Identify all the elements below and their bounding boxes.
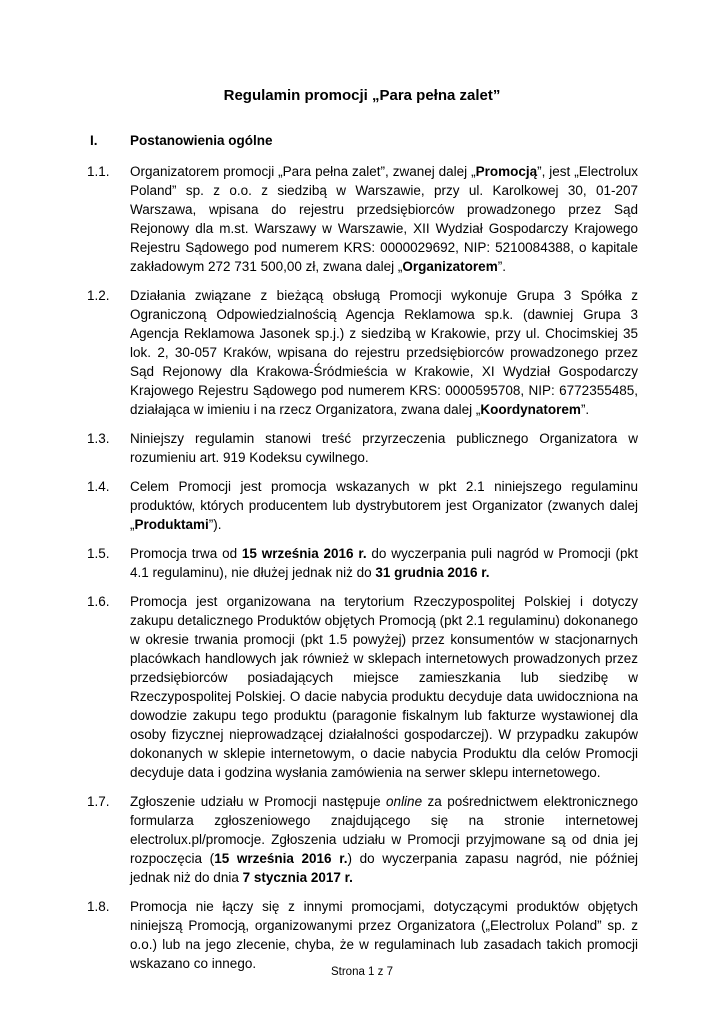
clause-bold-text: Koordynatorem: [480, 402, 581, 417]
clause-text: [130, 429, 638, 467]
clause-text: [130, 544, 638, 582]
clause-bold-text: 31 grudnia 2016 r.: [375, 565, 490, 580]
clause-text-run: ”).: [208, 517, 222, 532]
document-title: Regulamin promocji „Para pełna zalet”: [223, 87, 501, 104]
clause-text: [130, 897, 638, 973]
clause-item: [0, 544, 724, 582]
clause-bold-text: 15 września 2016 r.: [241, 546, 367, 561]
section-title: Postanowienia ogólne: [130, 133, 273, 148]
clause-text-run: za pośrednictwem elektronicznego formularza zgłoszeniowego znajdującego się na stronie internetowej electrolux.pl/promocje. Zgłoszenia udziału w Promocji przyjmowane są od dnia jej rozpoczęcia (: [130, 794, 638, 866]
clause-item: [0, 286, 724, 419]
clause-text-run: do wyczerpania puli nagród w Promocji (pkt 4.1 regulaminu), nie dłużej jednak niż do: [130, 546, 638, 580]
clause-bold-text: Produktami: [134, 517, 209, 532]
clause-number: 1.4.: [87, 479, 110, 494]
clause-list: [0, 162, 724, 983]
clause-item: [0, 592, 724, 782]
clause-item: [0, 897, 724, 973]
clause-number: 1.5.: [87, 546, 110, 561]
clause-text-run: ) do wyczerpania zapasu nagród, nie później jednak niż do dnia: [130, 851, 638, 885]
clause-text-run: Promocja jest organizowana na terytorium Rzeczypospolitej Polskiej i dotyczy zakupu detalicznego Produktów objętych Promocją (pkt 2.1 regulaminu) dokonanego w okresie trwania promocji (pkt 1.5 powyżej) przez konsumentów w stacjonarnych placówkach handlowych jak również w sklepach internetowych prowadzonych przez przedsiębiorców posiadających miejsce zamieszkania lub siedzibę w Rzeczypospolitej Polskiej. O dacie nabycia produktu decyduje data uwidoczniona na dowodzie zakupu tego produktu (paragonie fiskalnym lub fakturze wystawionej dla osoby fizycznej nieprowadzącej działalności gospodarczej). W przypadku zakupów dokonanych w sklepie internetowym, o dacie nabycia Produktu dla celów Promocji decyduje data i godzina wysłania zamówienia na serwer sklepu internetowego.: [130, 594, 638, 780]
clause-text: [130, 162, 638, 276]
clause-text-run: ”.: [580, 402, 590, 417]
clause-item: [0, 429, 724, 467]
clause-number: 1.1.: [87, 164, 110, 179]
clause-text-run: Organizatorem promocji „Para pełna zalet”, zwanej dalej „: [130, 164, 476, 179]
clause-text: [130, 592, 638, 782]
clause-bold-text: 7 stycznia 2017 r.: [242, 870, 353, 885]
clause-item: [0, 477, 724, 534]
clause-number: 1.6.: [87, 594, 110, 609]
section-heading: [0, 133, 724, 153]
clause-text-run: Niniejszy regulamin stanowi treść przyrzeczenia publicznego Organizatora w rozumieniu art. 919 Kodeksu cywilnego.: [130, 431, 638, 465]
clause-text-run: Promocja trwa od: [130, 546, 242, 561]
clause-number: 1.2.: [87, 288, 110, 303]
clause-text-run: ”, jest „Electrolux Poland” sp. z o.o. z siedzibą w Warszawie, przy ul. Karolkowej 30, 01-207 Warszawa, wpisana do rejestru przedsiębiorców prowadzonego przez Sąd Rejonowy dla m.st. Warszawy w Warszawie, XII Wydział Gospodarczy Krajowego Rejestru Sądowego pod numerem KRS: 0000029692, NIP: 5210084388, o kapitale zakładowym 272 731 500,00 zł, zwana dalej „: [130, 164, 638, 274]
clause-number: 1.7.: [87, 794, 110, 809]
clause-bold-text: Promocją: [475, 164, 538, 179]
clause-text: [130, 477, 638, 534]
clause-text-run: Promocja nie łączy się z innymi promocjami, dotyczącymi produktów objętych niniejszą Promocją, organizowanymi przez Organizatora („Electrolux Poland” sp. z o.o.) lub na jego zlecenie, chyba, że w regulaminach lub zasadach takich promocji wskazano co innego.: [130, 899, 638, 971]
clause-number: 1.8.: [87, 899, 110, 914]
clause-item: [0, 792, 724, 887]
clause-bold-text: Organizatorem: [402, 259, 498, 274]
clause-number: 1.3.: [87, 431, 110, 446]
clause-bold-text: 15 września 2016 r.: [214, 851, 348, 866]
page-footer: Strona 1 z 7: [330, 966, 393, 978]
clause-text: [130, 286, 638, 419]
clause-text: [130, 792, 638, 887]
section-number: I.: [90, 133, 98, 148]
clause-text-run: ”.: [497, 259, 506, 274]
clause-text-run: Celem Promocji jest promocja wskazanych w pkt 2.1 niniejszego regulaminu produktów, których producentem lub dystrybutorem jest Organizator (zwanych dalej „: [130, 479, 638, 532]
clause-text-run: Działania związane z bieżącą obsługą Promocji wykonuje Grupa 3 Spółka z Ograniczoną Odpowiedzialnością Agencja Reklamowa sp.k. (dawniej Grupa 3 Agencja Reklamowa Jasonek sp.j.) z siedzibą w Krakowie, przy ul. Chocimskiej 35 lok. 2, 30-057 Kraków, wpisana do rejestru przedsiębiorców prowadzonego przez Sąd Rejonowy dla Krakowa-Śródmieścia w Krakowie, XI Wydział Gospodarczy Krajowego Rejestru Sądowego pod numerem KRS: 0000595708, NIP: 6772355485, działająca w imieniu i na rzecz Organizatora, zwana dalej „: [130, 288, 638, 417]
clause-item: [0, 162, 724, 276]
clause-italic-text: online: [386, 794, 423, 809]
clause-text-run: Zgłoszenie udziału w Promocji następuje: [130, 794, 387, 809]
